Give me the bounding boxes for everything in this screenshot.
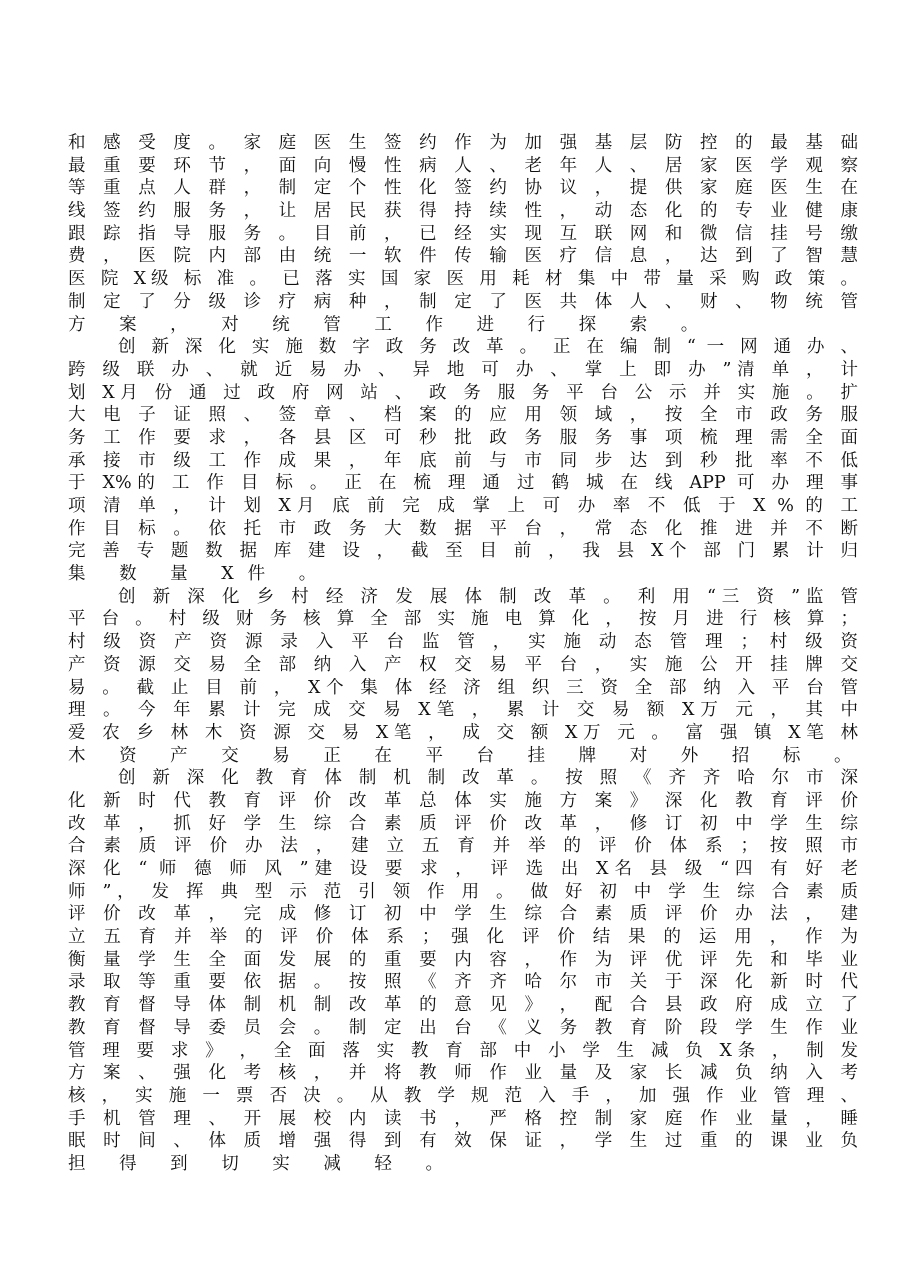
body-text <box>68 132 866 1176</box>
text-line: 线 签 约 服 务 ， 让 居 民 获 得 持 续 性 ， 动 态 化 的 专 业 健 康 <box>68 201 858 222</box>
text-line: 衡 量 学 生 全 面 发 展 的 重 要 内 容 ， 作 为 评 优 评 先 和 毕 业 <box>68 949 858 970</box>
text-line: 集 数 量 X件 。 <box>68 564 331 585</box>
text-line: 核 ， 实 施 一 票 否 决 。 从 教 学 规 范 入 手 ， 加 强 作 业 管 理 、 <box>68 1085 858 1106</box>
text-line: 合 素 质 评 价 办 法 ， 建 立 五 育 并 举 的 评 价 体 系 ； 按 照 市 <box>68 836 858 857</box>
text-line: 录 取 等 重 要 依 据 。 按 照 《 齐 齐 哈 尔 市 关 于 深 化 新 时 代 <box>68 972 858 993</box>
text-line: 平 台 。 村 级 财 务 核 算 全 部 实 施 电 算 化 ， 按 月 进 行 核 算 ； <box>68 609 858 630</box>
text-line: 易 。 截 止 目 前 ， X个 集 体 经 济 组 织 三 资 全 部 纳 入 平 台 管 <box>68 677 858 698</box>
text-line: 医 院 X级 标 准 。 已 落 实 国 家 医 用 耗 材 集 中 带 量 采 购 政 策 。 <box>68 269 858 290</box>
text-line: 大 电 子 证 照 、 签 章 、 档 案 的 应 用 领 域 ， 按 全 市 政 务 服 <box>68 405 858 426</box>
text-line: 管 理 要 求 》 ， 全 面 落 实 教 育 部 中 小 学 生 减 负 X条 ， 制 发 <box>68 1040 858 1061</box>
text-line: 担 得 到 切 实 减 轻 。 <box>68 1153 457 1174</box>
text-line: 承 接 市 级 工 作 成 果 ， 年 底 前 与 市 同 步 达 到 秒 批 率 不 低 <box>68 450 858 471</box>
text-line: 木 资 产 交 易 正 在 平 台 挂 牌 对 外 招 标 。 <box>68 745 866 766</box>
text-line: 作 目 标 。 依 托 市 政 务 大 数 据 平 台 ， 常 态 化 推 进 并 不 断 <box>68 518 858 539</box>
text-line: 立 五 育 并 举 的 评 价 体 系 ； 强 化 评 价 结 果 的 运 用 ， 作 为 <box>68 927 858 948</box>
text-line: 于 X%的 工 作 目 标 。 正 在 梳 理 通 过 鹤 城 在 线 APP 可 办 理 事 <box>68 473 858 494</box>
text-line: 务 工 作 要 求 ， 各 县 区 可 秒 批 政 务 服 务 事 项 梳 理 需 全 面 <box>68 427 858 448</box>
text-line: 方 案 、 强 化 考 核 ， 并 将 教 师 作 业 量 及 家 长 减 负 纳 入 考 <box>68 1063 858 1084</box>
text-line: 创 新 深 化 乡 村 经 济 发 展 体 制 改 革 。 利 用 “三 资 ”监 管 <box>118 586 858 607</box>
text-line: 深 化 “ 师 德 师 风 ”建 设 要 求 ， 评 选 出 X名 县 级 “四 有 好 老 <box>68 859 858 879</box>
text-line: 改 革 ， 抓 好 学 生 综 合 素 质 评 价 改 革 ， 修 订 初 中 学 生 综 <box>68 813 858 834</box>
text-line: 教 育 督 导 委 员 会 。 制 定 出 台 《 义 务 教 育 阶 段 学 生 作 业 <box>68 1017 858 1038</box>
text-line: 划 X月 份 通 过 政 府 网 站 、 政 务 服 务 平 台 公 示 并 实 施 。 扩 <box>68 382 858 403</box>
text-line: 师 ”， 发 挥 典 型 示 范 引 领 作 用 。 做 好 初 中 学 生 综 合 素 质 <box>68 881 858 902</box>
text-line: 等 重 点 人 群 ， 制 定 个 性 化 签 约 协 议 ， 提 供 家 庭 医 生 在 <box>68 178 858 199</box>
text-line: 跟 踪 指 导 服 务 。 目 前 ， 已 经 实 现 互 联 网 和 微 信 挂 号 缴 <box>68 223 858 244</box>
text-line: 最 重 要 环 节 ， 面 向 慢 性 病 人 、 老 年 人 、 居 家 医 学 观 察 <box>68 155 858 176</box>
text-line: 跨 级 联 办 、 就 近 易 办 、 异 地 可 办 、 掌 上 即 办 ”清 单 ， 计 <box>68 359 858 380</box>
text-line: 费 ， 医 院 内 部 由 统 一 软 件 传 输 医 疗 信 息 ， 达 到 了 智 慧 <box>68 246 858 267</box>
text-line: 完 善 专 题 数 据 库 建 设 ， 截 至 目 前 ， 我 县 X个 部 门 累 计 归 <box>68 541 858 562</box>
text-line: 教 育 督 导 体 制 机 制 改 革 的 意 见 》 ， 配 合 县 政 府 成 立 了 <box>68 995 858 1016</box>
text-line: 化 新 时 代 教 育 评 价 改 革 总 体 实 施 方 案 》 深 化 教 育 评 价 <box>68 790 858 811</box>
text-line: 创 新 深 化 实 施 数 字 政 务 改 革 。 正 在 编 制 “ 一 网 通 办 、 <box>118 337 858 358</box>
text-line: 项 清 单 ， 计 划 X月 底 前 完 成 掌 上 可 办 率 不 低 于 X % 的 工 <box>68 496 858 516</box>
text-line: 村 级 资 产 资 源 录 入 平 台 监 管 ， 实 施 动 态 管 理 ； 村 级 资 <box>68 632 858 653</box>
text-line: 理 。 今 年 累 计 完 成 交 易 X笔 ， 累 计 交 易 额 X万 元 ， 其 中 <box>68 700 858 721</box>
text-line: 方 案 ， 对 统 管 工 作 进 行 探 索 。 <box>68 314 713 335</box>
text-line: 评 价 改 革 ， 完 成 修 订 初 中 学 生 综 合 素 质 评 价 办 法 ， 建 <box>68 904 858 925</box>
text-line: 眠 时 间 、 体 质 增 强 得 到 有 效 保 证 ， 学 生 过 重 的 课 业 负 <box>68 1131 858 1152</box>
text-line: 产 资 源 交 易 全 部 纳 入 产 权 交 易 平 台 ， 实 施 公 开 挂 牌 交 <box>68 654 858 675</box>
text-line: 爱 农 乡 林 木 资 源 交 易 X笔 ， 成 交 额 X万 元 。 富 强 镇 X笔 林 <box>68 722 858 743</box>
text-line: 制 定 了 分 级 诊 疗 病 种 ， 制 定 了 医 共 体 人 、 财 、 物 统 管 <box>68 291 858 312</box>
text-line: 手 机 管 理 、 开 展 校 内 读 书 ， 严 格 控 制 家 庭 作 业 量 ， 睡 <box>68 1108 858 1129</box>
text-line: 创 新 深 化 教 育 体 制 机 制 改 革 。 按 照 《 齐 齐 哈 尔 市 深 <box>118 768 858 789</box>
text-line: 和 感 受 度 。 家 庭 医 生 签 约 作 为 加 强 基 层 防 控 的 最 基 础 <box>68 133 858 153</box>
